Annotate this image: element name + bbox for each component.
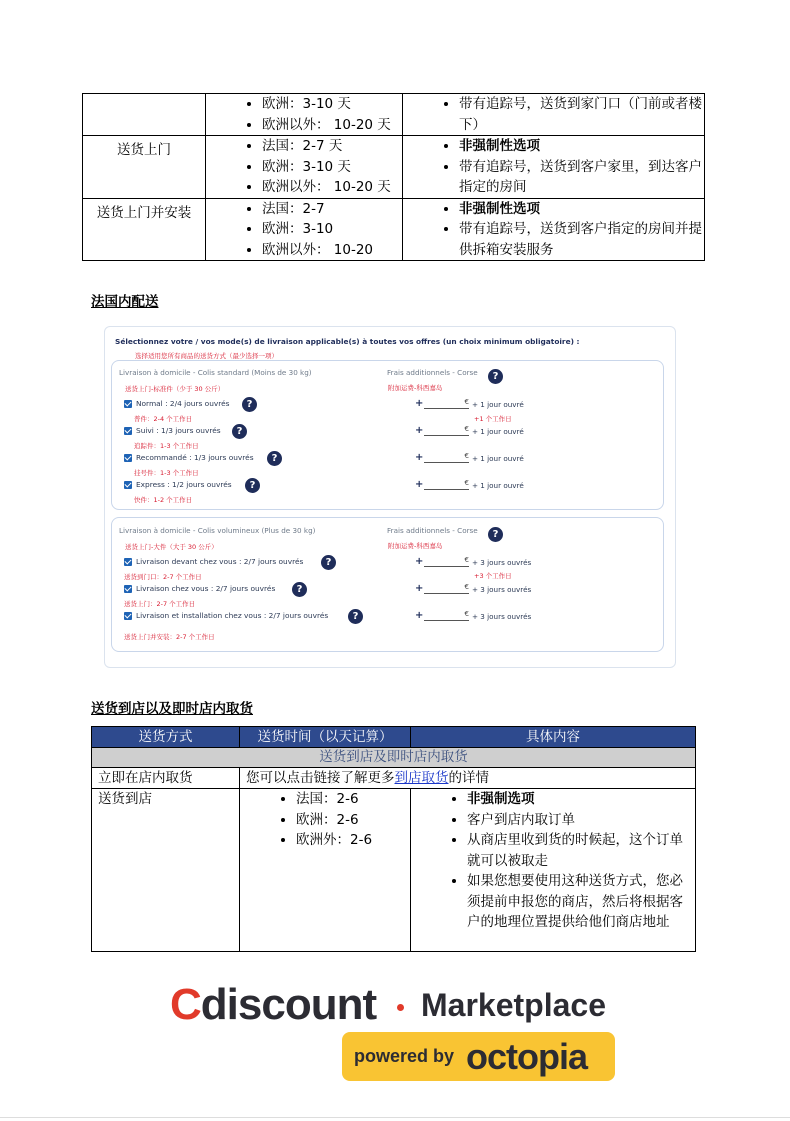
times-cell: [206, 198, 403, 261]
option-days: + 1 jour ouvré: [472, 454, 524, 463]
checkbox-checked-icon[interactable]: [124, 585, 132, 593]
option-chez-vous-cn: 送货上门：2-7 个工作日: [124, 600, 196, 608]
fee-input[interactable]: €: [424, 610, 469, 621]
option-days: + 1 jour ouvré: [472, 427, 524, 436]
list-item: • 欧洲：3-10 天: [262, 157, 402, 178]
option-suivi[interactable]: Suivi : 1/3 jours ouvrés: [124, 426, 221, 435]
list-item: • 欧洲外：2-6: [296, 830, 410, 851]
option-recommande-cn: 挂号件：1-3 个工作日: [134, 469, 199, 477]
panel-title-cn: 选择适用您所有商品的送货方式（最少选择一项）: [135, 352, 278, 360]
list-item: • 非强制选项: [467, 789, 683, 810]
fee-input[interactable]: €: [424, 479, 469, 490]
fees-label-cn: 附加运费-科西嘉岛: [388, 384, 443, 392]
option-days-cn: +1 个工作日: [474, 415, 512, 423]
plus-icon: +: [415, 556, 424, 567]
option-devant-cn: 送货到门口：2-7 个工作日: [124, 573, 202, 581]
bulky-parcel-label: Livraison à domicile - Colis volumineux (Plus de 30 kg): [119, 526, 316, 535]
subheader-cell: 送货到店及即时店内取货: [92, 748, 696, 768]
checkbox-checked-icon[interactable]: [124, 400, 132, 408]
details-text: 您可以点击链接了解更多: [246, 770, 395, 786]
help-icon[interactable]: ?: [488, 527, 503, 542]
marketplace-logo-text: Marketplace: [421, 987, 606, 1023]
plus-icon: +: [415, 398, 424, 409]
column-header: 具体内容: [411, 727, 696, 748]
method-cell: 立即在店内取货: [92, 768, 240, 789]
help-icon[interactable]: ?: [267, 451, 282, 466]
list-item: • 从商店里收到货的时候起，这个订单就可以被取走: [467, 830, 683, 871]
list-item: • 带有追踪号，送货到客户指定的房间并提供拆箱安装服务: [459, 219, 704, 260]
list-item: • 法国：2-7: [262, 199, 402, 220]
option-chez-vous[interactable]: Livraison chez vous : 2/7 jours ouvrés: [124, 584, 275, 593]
help-icon[interactable]: ?: [292, 582, 307, 597]
fee-input[interactable]: €: [424, 452, 469, 463]
list-item: • 带有追踪号，送货到家门口（门前或者楼下）: [459, 94, 704, 135]
option-express[interactable]: Express : 1/2 jours ouvrés: [124, 480, 232, 489]
fees-label: Frais additionnels - Corse: [387, 368, 478, 377]
section-heading-france: 法国内配送: [91, 294, 159, 310]
fees-label-cn: 附加运费-科西嘉岛: [388, 542, 443, 550]
method-cell: 送货上门并安装: [83, 198, 206, 261]
details-cell: [240, 768, 696, 789]
option-days: + 1 jour ouvré: [472, 481, 524, 490]
plus-icon: +: [415, 479, 424, 490]
details-text: 的详情: [448, 770, 489, 786]
details-cell: [411, 789, 696, 952]
plus-icon: +: [415, 425, 424, 436]
delivery-table-store: [91, 726, 696, 952]
standard-parcel-label: Livraison à domicile - Colis standard (Moins de 30 kg): [119, 368, 312, 377]
option-suivi-cn: 追踪件：1-3 个工作日: [134, 442, 199, 450]
list-item: • 法国：2-6: [296, 789, 410, 810]
option-devant[interactable]: Livraison devant chez vous : 2/7 jours ouvrés: [124, 557, 303, 566]
help-icon[interactable]: ?: [245, 478, 260, 493]
checkbox-checked-icon[interactable]: [124, 427, 132, 435]
option-installation-cn: 送货上门并安装：2-7 个工作日: [124, 633, 215, 641]
column-header: 送货方式: [92, 727, 240, 748]
help-icon[interactable]: ?: [242, 397, 257, 412]
plus-icon: +: [415, 610, 424, 621]
list-item: • 带有追踪号，送货到客户家里，到达客户指定的房间: [459, 157, 704, 198]
times-cell: [240, 789, 411, 952]
help-icon[interactable]: ?: [348, 609, 363, 624]
method-cell: 送货到店: [92, 789, 240, 952]
times-cell: [206, 136, 403, 199]
fee-input[interactable]: €: [424, 425, 469, 436]
table-row: [83, 198, 705, 261]
checkbox-checked-icon[interactable]: [124, 481, 132, 489]
list-item: • 欧洲：3-10 天: [262, 94, 402, 115]
details-cell: [403, 94, 705, 136]
powered-by-badge: [342, 1032, 615, 1081]
list-item: • 欧洲：3-10: [262, 219, 402, 240]
standard-parcel-label-cn: 送货上门-标准件（少于 30 公斤）: [125, 385, 225, 393]
list-item: • 欧洲以外： 10-20 天: [262, 177, 402, 198]
section-heading-store: 送货到店以及即时店内取货: [91, 701, 253, 717]
list-item: • 法国：2-7 天: [262, 136, 402, 157]
octopia-logo-text: octopia: [466, 1036, 588, 1077]
table-row: [83, 94, 705, 136]
table-subheader-row: [92, 748, 696, 768]
column-header: 送货时间（以天记算）: [240, 727, 411, 748]
method-cell: 送货上门: [83, 136, 206, 199]
checkbox-checked-icon[interactable]: [124, 454, 132, 462]
details-cell: [403, 198, 705, 261]
option-normal[interactable]: Normal : 2/4 jours ouvrés: [124, 399, 230, 408]
details-cell: [403, 136, 705, 199]
list-item: • 非强制性选项: [459, 136, 704, 157]
help-icon[interactable]: ?: [321, 555, 336, 570]
fee-input[interactable]: €: [424, 556, 469, 567]
fee-input[interactable]: €: [424, 398, 469, 409]
list-item: • 如果您想要使用这种送货方式，您必须提前申报您的商店，然后将根据客户的地理位置提供给他们商店地址: [467, 871, 683, 933]
option-installation[interactable]: Livraison et installation chez vous : 2/7 jours ouvrés: [124, 611, 328, 620]
logo-dot: [397, 1004, 404, 1011]
help-icon[interactable]: ?: [232, 424, 247, 439]
cdiscount-logo: Cdiscount: [170, 980, 377, 1029]
table-header-row: [92, 727, 696, 748]
delivery-settings-screenshot: [97, 322, 682, 670]
bulky-parcel-label-cn: 送货上门-大件（大于 30 公斤）: [125, 543, 218, 551]
table-row: [83, 136, 705, 199]
list-item: • 客户到店内取订单: [467, 810, 683, 831]
method-cell: [83, 94, 206, 136]
plus-icon: +: [415, 583, 424, 594]
option-days-cn: +3 个工作日: [474, 572, 512, 580]
powered-by-text: powered by: [354, 1046, 455, 1066]
option-express-cn: 快件：1-2 个工作日: [134, 496, 193, 504]
list-item: • 欧洲以外： 10-20 天: [262, 115, 402, 136]
option-normal-cn: 普件：2-4 个工作日: [134, 415, 193, 423]
table-row: [92, 789, 696, 952]
fee-input[interactable]: €: [424, 583, 469, 594]
store-pickup-link[interactable]: 到店取货: [394, 770, 449, 786]
panel-title: Sélectionnez votre / vos mode(s) de livraison applicable(s) à toutes vos offres (un choix minimum obligatoire) :: [115, 337, 580, 346]
checkbox-checked-icon[interactable]: [124, 612, 132, 620]
delivery-table-home: [82, 93, 705, 261]
option-days: + 3 jours ouvrés: [472, 612, 532, 621]
list-item: • 非强制性选项: [459, 199, 704, 220]
plus-icon: +: [415, 452, 424, 463]
list-item: • 欧洲以外： 10-20: [262, 240, 402, 261]
option-days: + 1 jour ouvré: [472, 400, 524, 409]
list-item: • 欧洲：2-6: [296, 810, 410, 831]
fees-label: Frais additionnels - Corse: [387, 526, 478, 535]
option-days: + 3 jours ouvrés: [472, 558, 532, 567]
help-icon[interactable]: ?: [488, 369, 503, 384]
option-recommande[interactable]: Recommandé : 1/3 jours ouvrés: [124, 453, 254, 462]
checkbox-checked-icon[interactable]: [124, 558, 132, 566]
page-divider: [0, 1117, 790, 1118]
times-cell: [206, 94, 403, 136]
table-row: [92, 768, 696, 789]
option-days: + 3 jours ouvrés: [472, 585, 532, 594]
